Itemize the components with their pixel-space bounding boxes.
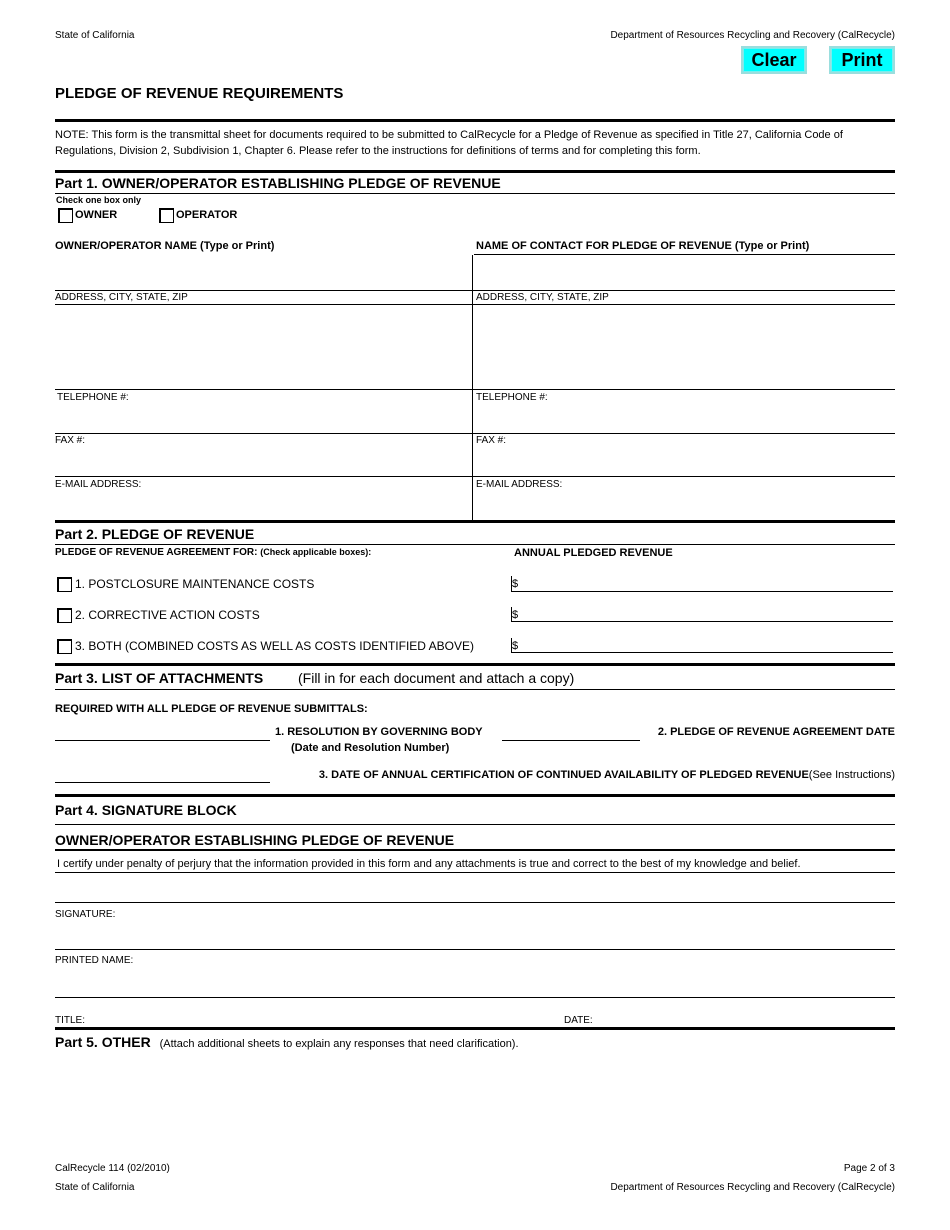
agreement-label (55, 547, 371, 558)
agreement-label-text: PLEDGE OF REVENUE AGREEMENT FOR: (55, 547, 258, 558)
part1-title: Part 1. OWNER/OPERATOR ESTABLISHING PLEDGE OF REVENUE (55, 175, 501, 191)
annual-certification-field[interactable] (55, 766, 270, 782)
corrective-action-amount-field[interactable] (520, 606, 893, 621)
header-state: State of California (55, 30, 135, 41)
other-textarea[interactable] (55, 1052, 895, 1152)
owner-address-field[interactable] (55, 306, 470, 388)
divider (55, 389, 895, 390)
contact-telephone-field[interactable] (550, 392, 895, 430)
required-label: REQUIRED WITH ALL PLEDGE OF REVENUE SUBMITTALS: (55, 703, 368, 715)
contact-email-field[interactable] (570, 479, 895, 517)
check-one-label: Check one box only (56, 195, 142, 205)
corrective-action-checkbox[interactable] (57, 608, 72, 623)
owner-email-label: E-MAIL ADDRESS: (55, 479, 142, 490)
divider (55, 794, 895, 797)
contact-name-label: NAME OF CONTACT FOR PLEDGE OF REVENUE (Type or Print) (476, 240, 810, 252)
owner-checkbox[interactable] (58, 208, 73, 223)
part4-subtitle: OWNER/OPERATOR ESTABLISHING PLEDGE OF REVENUE (55, 832, 455, 848)
both-costs-checkbox[interactable] (57, 639, 72, 654)
column-divider (472, 255, 473, 521)
divider (55, 782, 270, 783)
postclosure-currency: $ (512, 578, 519, 590)
clear-button[interactable]: Clear (741, 46, 807, 74)
page-title: PLEDGE OF REVENUE REQUIREMENTS (55, 85, 344, 102)
divider (511, 621, 893, 622)
owner-email-field[interactable] (150, 479, 468, 517)
printed-name-label: PRINTED NAME: (55, 955, 134, 966)
resolution-label: 1. RESOLUTION BY GOVERNING BODY (275, 726, 483, 738)
signature-label: SIGNATURE: (55, 909, 116, 920)
owner-telephone-label: TELEPHONE #: (57, 392, 129, 403)
postclosure-checkbox[interactable] (57, 577, 72, 592)
postclosure-amount-field[interactable] (520, 575, 893, 591)
divider (474, 254, 895, 255)
title-date-field[interactable] (55, 970, 895, 996)
owner-address-label: ADDRESS, CITY, STATE, ZIP (55, 292, 188, 303)
owner-name-field[interactable] (55, 256, 470, 289)
resolution-sub-label: (Date and Resolution Number) (291, 742, 450, 754)
divider (55, 433, 895, 434)
owner-label: OWNER (75, 209, 118, 221)
contact-name-field[interactable] (475, 256, 895, 289)
part3-subtitle: (Fill in for each document and attach a copy) (298, 670, 575, 686)
divider (55, 872, 895, 873)
annual-certification-label (319, 769, 895, 781)
divider (55, 193, 895, 194)
resolution-field[interactable] (55, 724, 270, 740)
corrective-action-currency: $ (512, 609, 519, 621)
part3-title: Part 3. LIST OF ATTACHMENTS (55, 670, 264, 686)
divider (55, 824, 895, 825)
divider (55, 119, 895, 122)
footer-form-id: CalRecycle 114 (02/2010) (55, 1163, 170, 1174)
part5-heading (55, 1034, 519, 1052)
footer-state: State of California (55, 1182, 135, 1193)
footer-page-number: Page 2 of 3 (843, 1163, 895, 1174)
certify-text: I certify under penalty of perjury that the information provided in this form and any attachments is true and correct to the best of my knowledge and belief. (57, 858, 801, 870)
part4-title: Part 4. SIGNATURE BLOCK (55, 802, 237, 818)
owner-fax-field[interactable] (100, 435, 468, 473)
contact-email-label: E-MAIL ADDRESS: (476, 479, 563, 490)
contact-address-field[interactable] (475, 306, 895, 388)
divider (55, 1027, 895, 1030)
postclosure-label: 1. POSTCLOSURE MAINTENANCE COSTS (75, 577, 315, 591)
contact-telephone-label: TELEPHONE #: (476, 392, 548, 403)
owner-fax-label: FAX #: (55, 435, 86, 446)
divider (55, 304, 895, 305)
printed-name-field[interactable] (55, 924, 895, 949)
divider (55, 949, 895, 950)
divider (55, 689, 895, 690)
title-label: TITLE: (55, 1015, 86, 1026)
divider (55, 740, 270, 741)
divider (511, 591, 893, 592)
owner-telephone-field[interactable] (130, 392, 468, 430)
part2-title: Part 2. PLEDGE OF REVENUE (55, 526, 255, 542)
contact-fax-field[interactable] (520, 435, 895, 473)
agreement-date-field[interactable] (502, 724, 640, 740)
note-text: NOTE: This form is the transmittal sheet for documents required to be submitted to CalRecycle for a Pledge of Revenue as specified in Title 27, California Code of Regulations, Division 2, Subdivision 1, Chapter 6. Please refer to the instructions for definitions of terms and for completing this form. (55, 129, 843, 157)
part5-note: (Attach additional sheets to explain any responses that need clarification). (159, 1038, 519, 1050)
divider (511, 607, 512, 622)
contact-address-label: ADDRESS, CITY, STATE, ZIP (476, 292, 609, 303)
date-label: DATE: (564, 1015, 593, 1026)
divider (55, 544, 895, 545)
agreement-date-label: 2. PLEDGE OF REVENUE AGREEMENT DATE (657, 726, 895, 738)
both-costs-currency: $ (512, 640, 519, 652)
part5-title: Part 5. OTHER (55, 1034, 151, 1050)
divider (511, 652, 893, 653)
print-button[interactable]: Print (829, 46, 895, 74)
signature-field[interactable] (55, 876, 895, 901)
divider (511, 638, 512, 653)
divider (55, 997, 895, 998)
divider (55, 170, 895, 173)
divider (55, 902, 895, 903)
footer-department: Department of Resources Recycling and Recovery (CalRecycle) (610, 1182, 895, 1193)
both-costs-amount-field[interactable] (520, 637, 893, 652)
operator-label: OPERATOR (176, 209, 238, 221)
annual-certification-text: 3. DATE OF ANNUAL CERTIFICATION OF CONTINUED AVAILABILITY OF PLEDGED REVENUE (318, 769, 809, 781)
divider (55, 290, 895, 291)
contact-fax-label: FAX #: (476, 435, 507, 446)
divider (511, 576, 512, 592)
owner-name-label: OWNER/OPERATOR NAME (Type or Print) (55, 240, 275, 252)
divider (55, 520, 895, 523)
divider (55, 476, 895, 477)
annual-certification-note: (See Instructions) (808, 769, 895, 781)
header-department: Department of Resources Recycling and Recovery (CalRecycle) (610, 30, 895, 41)
both-costs-label: 3. BOTH (COMBINED COSTS AS WELL AS COSTS IDENTIFIED ABOVE) (75, 639, 474, 653)
annual-revenue-label: ANNUAL PLEDGED REVENUE (514, 547, 673, 559)
divider (55, 849, 895, 851)
operator-checkbox[interactable] (159, 208, 174, 223)
divider (502, 740, 640, 741)
corrective-action-label: 2. CORRECTIVE ACTION COSTS (75, 608, 260, 622)
divider (55, 663, 895, 666)
agreement-sub: (Check applicable boxes): (260, 547, 372, 557)
